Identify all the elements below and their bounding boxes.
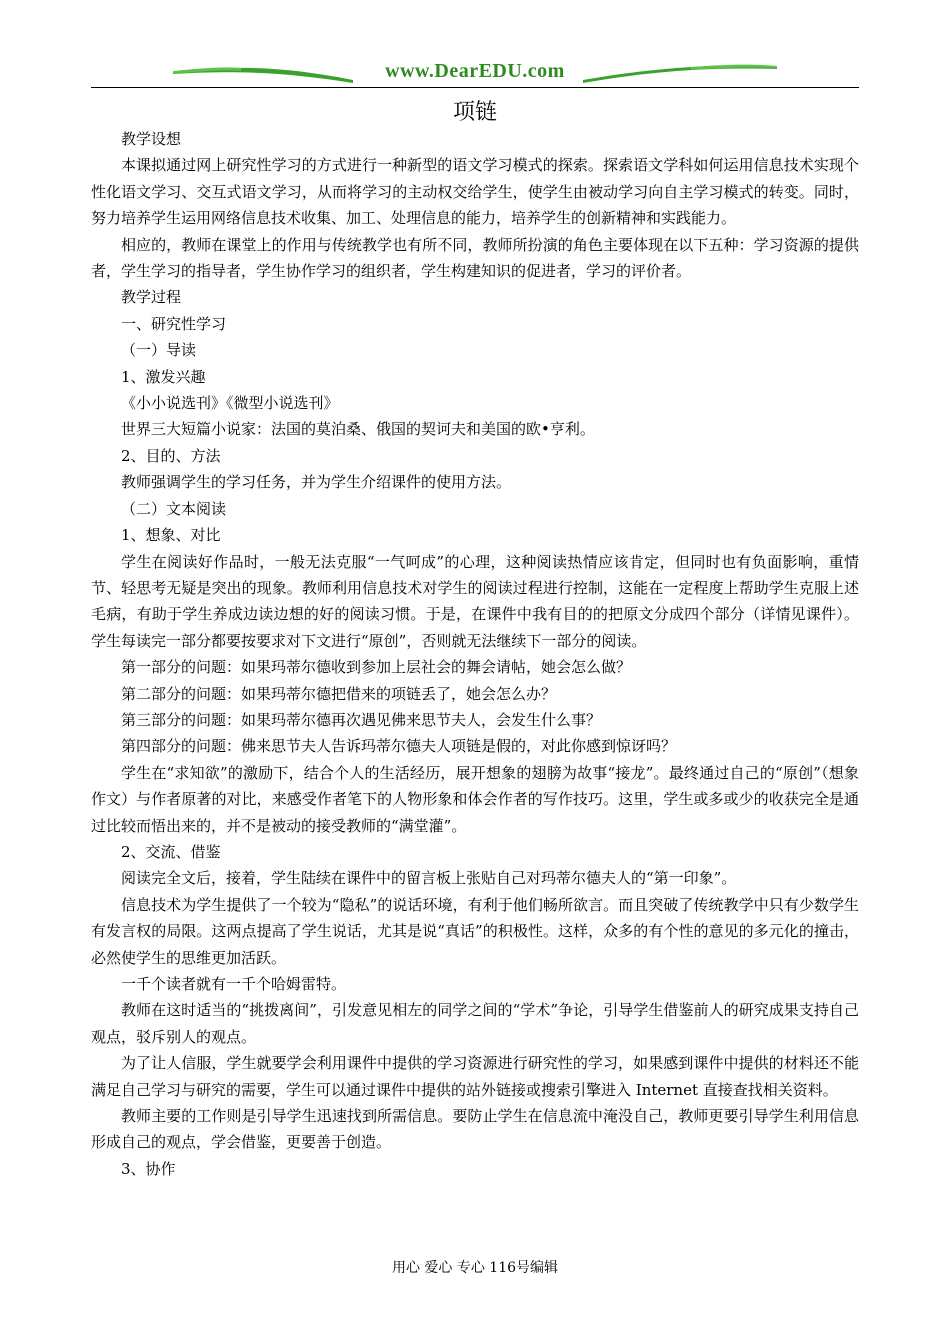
item-heading: 3、协作 (121, 1159, 176, 1178)
paragraph: 教师在这时适当的“挑拨离间”，引发意见相左的同学之间的“学术”争论，引导学生借鉴前人的研究成果支持自己观点，驳斥别人的观点。 (91, 1001, 859, 1046)
paragraph: 一千个读者就有一千个哈姆雷特。 (121, 975, 347, 993)
document-body (91, 126, 859, 1182)
header-divider (91, 87, 859, 88)
paragraph: 《小小说选刊》《微型小说选刊》 (121, 394, 339, 413)
paragraph: 阅读完全文后，接着，学生陆续在课件中的留言板上张贴自己对玛蒂尔德夫人的“第一印象”。 (121, 869, 737, 888)
section-heading: 一、研究性学习 (121, 314, 227, 333)
paragraph: 为了让人信服，学生就要学会利用课件中提供的学习资源进行研究性的学习，如果感到课件中提供的材料还不能满足自己学习与研究的需要，学生可以通过课件中提供的站外链接或搜索引擎进入 Internet 直接查找相关资料。 (91, 1054, 859, 1099)
paragraph: 本课拟通过网上研究性学习的方式进行一种新型的语文学习模式的探索。探索语文学科如何运用信息技术实现个性化语文学习、交互式语文学习，从而将学习的主动权交给学生，使学生由被动学习向自主学习模式的转变。同时，努力培养学生运用网络信息技术收集、加工、处理信息的能力，培养学生的创新精神和实践能力。 (91, 156, 859, 228)
item-heading: 1、想象、对比 (121, 526, 221, 545)
question-item: 第二部分的问题：如果玛蒂尔德把借来的项链丢了，她会怎么办？ (121, 684, 557, 703)
document-title: 项链 (452, 100, 497, 125)
item-heading: 2、交流、借鉴 (121, 842, 221, 861)
section-heading: 教学设想 (121, 130, 182, 148)
item-heading: 1、激发兴趣 (121, 367, 206, 386)
question-item: 第四部分的问题：佛来思节夫人告诉玛蒂尔德夫人项链是假的，对此你感到惊讶吗？ (121, 737, 677, 756)
paragraph: 信息技术为学生提供了一个较为“隐私”的说话环境，有利于他们畅所欲言。而且突破了传统教学中只有少数学生有发言权的局限。这两点提高了学生说话，尤其是说“真话”的积极性。这样，众多的有个性的意见的多元化的撞击，必然使学生的思维更加活跃。 (91, 895, 859, 967)
page-footer: 用心 爱心 专心 116号编辑 (391, 1260, 559, 1276)
item-heading: 2、目的、方法 (121, 446, 221, 465)
question-item: 第三部分的问题：如果玛蒂尔德再次遇见佛来思节夫人，会发生什么事？ (121, 710, 602, 729)
site-url-logo-text: www.DearEDU.com (385, 60, 565, 82)
subsection-heading: （一）导读 (121, 341, 197, 360)
paragraph: 学生在“求知欲”的激励下，结合个人的生活经历，展开想象的翅膀为故事“接龙”。最终通过自己的“原创”（想象作文）与作者原著的对比，来感受作者笔下的人物形象和体会作者的写作技巧。这里，学生或多或少的收获完全是通过比较而悟出来的，并不是被动的接受教师的“满堂灌”。 (91, 763, 859, 835)
paragraph: 教师强调学生的学习任务，并为学生介绍课件的使用方法。 (121, 473, 512, 492)
paragraph: 教师主要的工作则是引导学生迅速找到所需信息。要防止学生在信息流中淹没自己，教师更要引导学生利用信息形成自己的观点，学会借鉴，更要善于创造。 (91, 1107, 859, 1152)
site-header-banner (91, 58, 859, 90)
paragraph: 世界三大短篇小说家：法国的莫泊桑、俄国的契诃夫和美国的欧•亨利。 (121, 420, 595, 439)
subsection-heading: （二）文本阅读 (121, 499, 227, 518)
paragraph: 相应的，教师在课堂上的作用与传统教学也有所不同，教师所扮演的角色主要体现在以下五种：学习资源的提供者，学生学习的指导者，学生协作学习的组织者，学生构建知识的促进者，学习的评价者。 (91, 235, 859, 281)
paragraph: 学生在阅读好作品时，一般无法克服“一气呵成”的心理，这种阅读热情应该肯定，但同时也有负面影响，重情节、轻思考无疑是突出的现象。教师利用信息技术对学生的阅读过程进行控制，这能在一定程度上帮助学生克服上述毛病，有助于学生养成边读边想的好的阅读习惯。于是，在课件中我有目的的把原文分成四个部分（详情见课件）。学生每读完一部分都要按要求对下文进行“原创”，否则就无法继续下一部分的阅读。 (91, 552, 859, 650)
section-heading: 教学过程 (121, 288, 182, 307)
question-item: 第一部分的问题：如果玛蒂尔德收到参加上层社会的舞会请帖，她会怎么做？ (121, 658, 632, 677)
